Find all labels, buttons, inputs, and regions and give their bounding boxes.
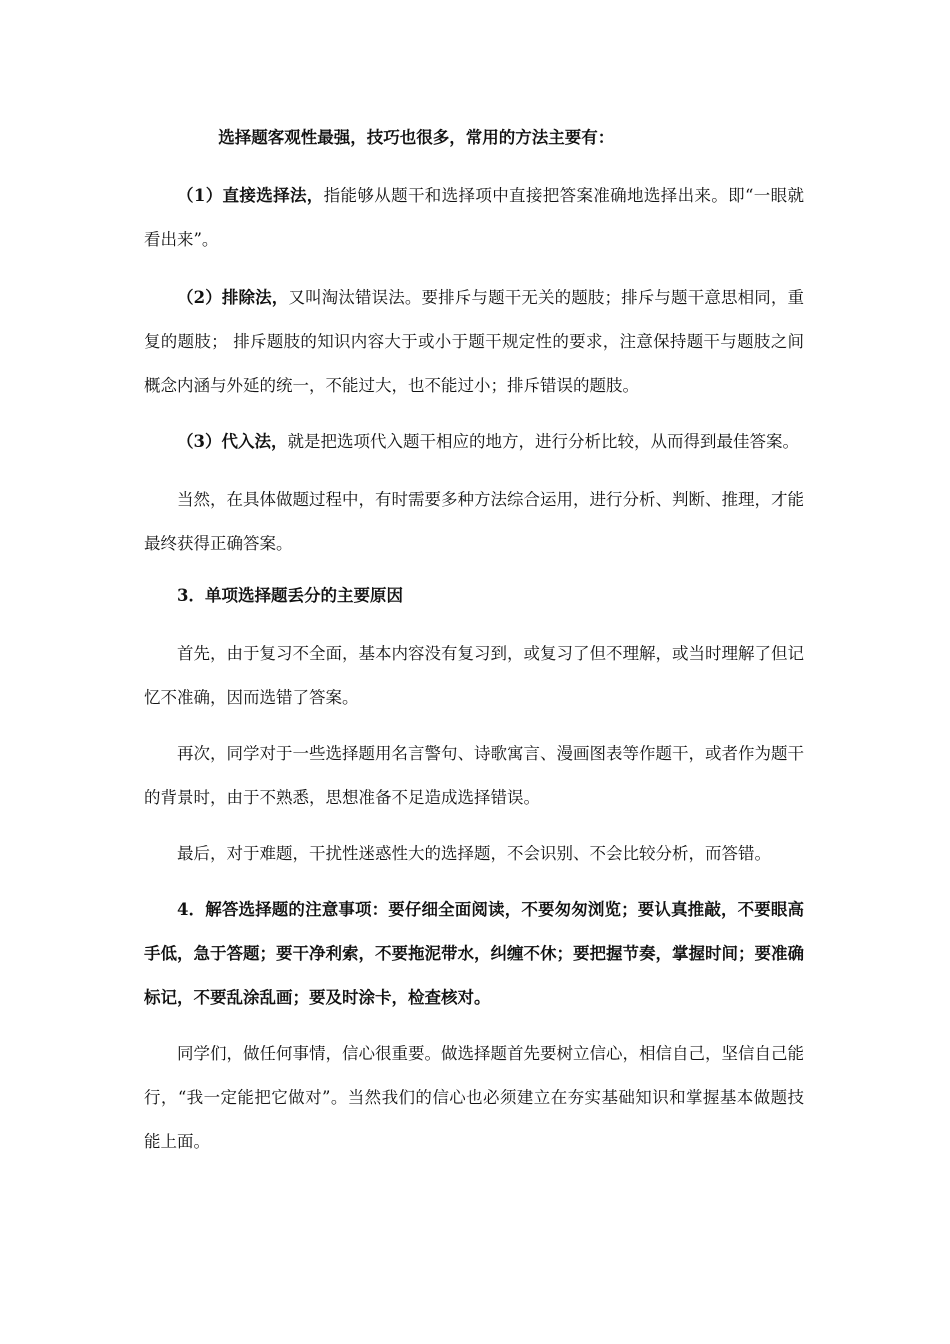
method-direct-choice <box>144 174 804 262</box>
method-text: 又叫淘汰错误法。要排斥与题干无关的题肢；排斥与题干意思相同，重复的题肢； 排斥题肢的知识内容大于或小于题干规定性的要求，注意保持题干与题肢之间概念内涵与外延的统一，不能过大，也不能过小；排斥错误的题肢。 <box>144 288 805 395</box>
method-label: （2）排除法， <box>177 288 289 307</box>
closing-paragraph: 同学们，做任何事情，信心很重要。做选择题首先要树立信心，相信自己，坚信自己能行，“我一定能把它做对”。当然我们的信心也必须建立在夯实基础知识和掌握基本做题技能上面。 <box>144 1044 804 1151</box>
combined-methods-note: 当然，在具体做题过程中，有时需要多种方法综合运用，进行分析、判断、推理，才能最终获得正确答案。 <box>144 490 804 553</box>
reason-paragraph: 最后，对于难题，干扰性迷惑性大的选择题，不会识别、不会比较分析，而答错。 <box>177 844 771 863</box>
precautions-paragraph: 4．解答选择题的注意事项：要仔细全面阅读，不要匆匆浏览；要认真推敲，不要眼高手低，急于答题；要干净利索，不要拖泥带水，纠缠不休；要把握节奏，掌握时间；要准确标记，不要乱涂乱画；要及时涂卡，检查核对。 <box>144 900 804 1007</box>
reason-paragraph: 首先，由于复习不全面，基本内容没有复习到，或复习了但不理解，或当时理解了但记忆不准确，因而选错了答案。 <box>144 644 804 707</box>
method-elimination <box>144 276 804 408</box>
section-heading: 3．单项选择题丢分的主要原因 <box>177 586 403 605</box>
method-text: 就是把选项代入题干相应的地方，进行分析比较，从而得到最佳答案。 <box>287 432 799 451</box>
method-text: 指能够从题干和选择项中直接把答案准确地选择出来。即“一眼就看出来”。 <box>144 186 805 249</box>
intro-paragraph: 选择题客观性最强，技巧也很多，常用的方法主要有： <box>218 128 615 147</box>
method-substitution <box>144 420 804 464</box>
reason-paragraph: 再次，同学对于一些选择题用名言警句、诗歌寓言、漫画图表等作题干，或者作为题干的背景时，由于不熟悉，思想准备不足造成选择错误。 <box>144 744 804 807</box>
method-label: （1）直接选择法， <box>177 186 324 205</box>
method-label: （3）代入法， <box>177 432 288 451</box>
